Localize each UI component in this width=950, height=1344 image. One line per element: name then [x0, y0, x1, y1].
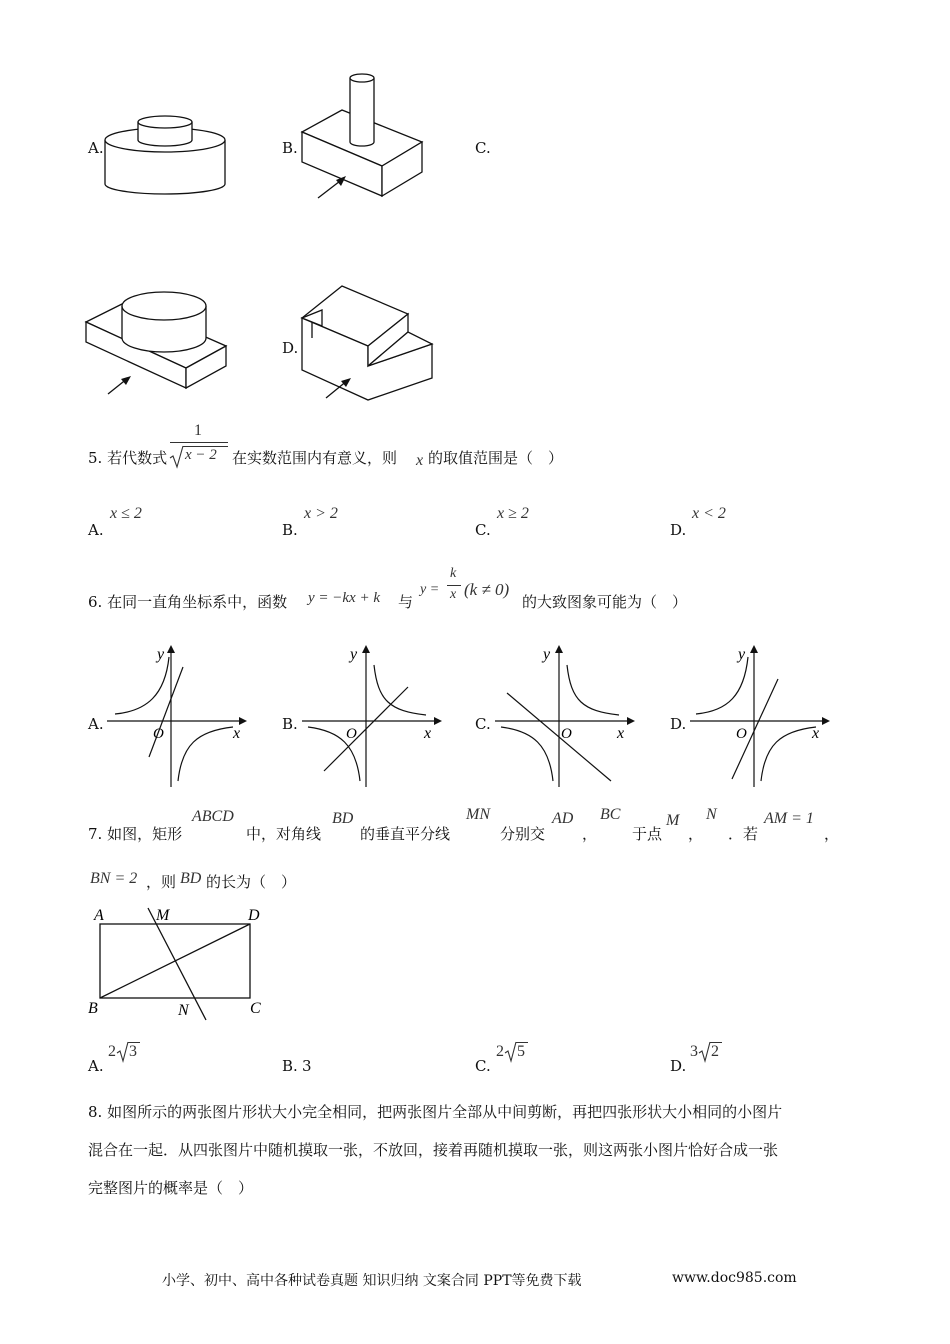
q6-func2-denominator: x: [450, 587, 457, 602]
q4-option-d-label: D.: [282, 339, 299, 357]
q6-c-x-label: x: [617, 725, 625, 742]
q5-option-d-expr: x < 2: [692, 505, 726, 522]
q5-var: x: [416, 452, 424, 469]
q7-math-mn: MN: [466, 806, 490, 823]
q6-b-y-label: y: [350, 646, 358, 663]
q7-line2-text-a: ，则: [146, 873, 177, 891]
q7-text-6: 于点: [632, 825, 663, 843]
q6-b-origin-label: O: [346, 726, 357, 742]
q6-graph-b: [300, 645, 445, 790]
q6-join: 与: [398, 593, 414, 611]
q7-math-m: M: [666, 812, 680, 829]
q6-a-x-label: x: [233, 725, 241, 742]
q5-option-a-expr: x ≤ 2: [110, 505, 142, 522]
q4-option-b-label: B.: [282, 139, 298, 157]
q5-option-c-expr: x ≥ 2: [497, 505, 529, 522]
q5-middle-text: 在实数范围内有意义，则: [232, 449, 398, 467]
q8-line-3: 完整图片的概率是（ ）: [88, 1179, 254, 1197]
q6-option-a-label: A.: [88, 715, 104, 733]
q5-option-c-label: C.: [475, 521, 491, 539]
q7-text-2: 中，对角线: [246, 825, 322, 843]
q5-fraction-bar: [170, 442, 228, 443]
q6-d-y-label: y: [738, 646, 746, 663]
q5-option-a-label: A.: [88, 521, 104, 539]
q7-label-n: N: [178, 1002, 189, 1019]
q4-figure-d: [298, 282, 438, 402]
q7-option-a-value: 2 3: [108, 1040, 148, 1064]
q6-graph-a: [105, 645, 250, 790]
q8-line-1: 8. 如图所示的两张图片形状大小完全相同，把两张图片全部从中间剪断，再把四张形状大小相同的小图片: [88, 1103, 783, 1121]
q7-label-m: M: [156, 907, 170, 924]
q6-option-b-label: B.: [282, 715, 298, 733]
q7-line2-math-bd: BD: [180, 870, 202, 887]
q6-func2-bar: [447, 585, 461, 586]
q7-option-d-label: D.: [670, 1057, 687, 1075]
q7-label-c: C: [250, 1000, 261, 1017]
q5-option-d-label: D.: [670, 521, 687, 539]
q6-d-origin-label: O: [736, 726, 747, 742]
q7-math-bn: BN = 2: [90, 870, 138, 887]
q6-func2-lhs: y =: [420, 582, 440, 597]
q7-option-b-label: B.: [282, 1057, 298, 1075]
q6-func2-numerator: k: [450, 566, 457, 581]
q7-option-d-value: 3 2: [690, 1040, 730, 1064]
q6-b-x-label: x: [424, 725, 432, 742]
q6-c-origin-label: O: [561, 726, 572, 742]
q7-text-1: 7. 如图，矩形: [88, 825, 183, 843]
q7-text-3: 的垂直平分线: [360, 825, 451, 843]
q7-text-8: ．若: [728, 825, 759, 843]
q7-text-4: 分别交: [500, 825, 546, 843]
q7-text-7: ，: [688, 825, 704, 843]
q7-math-abcd: ABCD: [192, 808, 234, 825]
q7-math-n: N: [706, 806, 717, 823]
q4-option-a-label: A.: [88, 139, 104, 157]
q5-frac-numerator: 1: [194, 422, 202, 439]
q7-math-am: AM = 1: [764, 810, 814, 827]
q7-line2-text-b: 的长为（ ）: [206, 873, 297, 891]
q4-figure-b: [300, 70, 430, 200]
q6-d-x-label: x: [812, 725, 820, 742]
q6-prefix: 6. 在同一直角坐标系中，函数: [88, 593, 288, 611]
q7-option-a-label: A.: [88, 1057, 104, 1075]
q5-suffix: 的取值范围是（ ）: [428, 449, 564, 467]
q7-rectangle-figure: [86, 902, 276, 1028]
q6-c-y-label: y: [543, 646, 551, 663]
q7-label-b: B: [88, 1000, 98, 1017]
footer-url[interactable]: www.doc985.com: [672, 1270, 797, 1286]
q5-option-b-label: B.: [282, 521, 298, 539]
q6-graph-c: [493, 645, 638, 790]
q6-option-d-label: D.: [670, 715, 687, 733]
q7-math-bd: BD: [332, 810, 354, 827]
q4-figure-a: [100, 110, 230, 200]
q7-option-c-value: 2 5: [496, 1040, 536, 1064]
q7-option-c-label: C.: [475, 1057, 491, 1075]
footer-text: 小学、初中、高中各种试卷真题 知识归纳 文案合同 PPT等免费下载: [162, 1273, 582, 1289]
q6-func2-condition: (k ≠ 0): [464, 580, 510, 599]
q7-option-b-value: 3: [302, 1057, 312, 1075]
q7-text-9: ，: [824, 825, 840, 843]
q6-option-c-label: C.: [475, 715, 491, 733]
q5-option-b-expr: x > 2: [304, 505, 338, 522]
q5-fraction: [168, 422, 230, 470]
q7-label-a: A: [94, 907, 104, 924]
q7-math-ad: AD: [552, 810, 574, 827]
q6-graph-d: [688, 645, 833, 790]
q5-radical-sign: [170, 446, 184, 468]
q4-figure-c: [84, 290, 229, 400]
q6-a-origin-label: O: [153, 726, 164, 742]
q7-text-5: ，: [582, 825, 598, 843]
q6-a-y-label: y: [157, 646, 165, 663]
q7-label-d: D: [248, 907, 260, 924]
q5-radicand: x − 2: [185, 447, 217, 463]
q8-line-2: 混合在一起．从四张图片中随机摸取一张，不放回，接着再随机摸取一张，则这两张小图片恰好合成一张: [88, 1141, 779, 1159]
q6-func1: y = −kx + k: [308, 590, 380, 606]
q6-suffix: 的大致图象可能为（ ）: [522, 593, 688, 611]
q4-option-c-label: C.: [475, 139, 491, 157]
q5-prefix: 5. 若代数式: [88, 449, 168, 467]
q7-math-bc: BC: [600, 806, 621, 823]
